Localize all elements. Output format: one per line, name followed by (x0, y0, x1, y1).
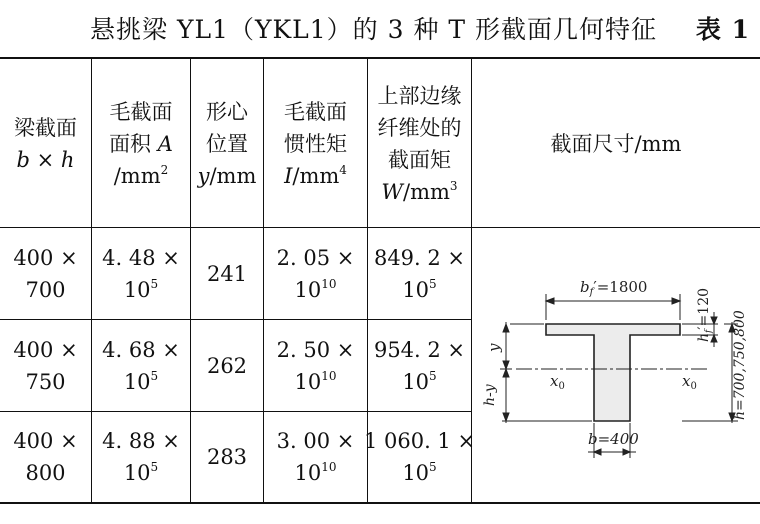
cell-text: 10 (294, 461, 322, 485)
header-symbol: W (381, 179, 404, 204)
row3-gross-area (92, 412, 190, 502)
cell-exponent: 5 (429, 368, 437, 383)
header-text: 位置 (206, 131, 248, 156)
cell-text: 700 (25, 277, 66, 302)
row2-gross-area (92, 320, 190, 411)
cell-text: 241 (206, 261, 248, 286)
header-text: 上部边缘 (377, 83, 462, 108)
cell-text: 1 060. 1 × (363, 429, 476, 453)
top-rule (0, 57, 760, 59)
row3-centroid (191, 412, 263, 502)
cell-text: 400 × (13, 429, 78, 453)
cell-text: 10 (402, 277, 430, 302)
row2-centroid (191, 320, 263, 411)
header-symbol: I (284, 163, 293, 188)
header-symbol: y (197, 163, 210, 188)
row1-moment-of-inertia (264, 228, 367, 319)
cell-text: 283 (206, 445, 248, 469)
h-label: h=700,750,800 (732, 310, 748, 420)
header-text: 毛截面 (109, 99, 173, 124)
cell-text: 849. 2 × (373, 245, 466, 270)
table-number: 表 1 (695, 15, 750, 44)
row3-beam-section (0, 412, 91, 502)
table-title-text: 悬挑梁 YL1（YKL1）的 3 种 T 形截面几何特征 (90, 15, 658, 44)
t-section-outline (546, 324, 680, 421)
row3-section-modulus (363, 412, 476, 502)
cell-exponent: 10 (321, 276, 337, 291)
cell-text: 10 (123, 369, 151, 394)
header-text: 惯性矩 (284, 131, 347, 156)
cell-text: 400 × (13, 337, 78, 362)
cell-text: 10 (294, 277, 322, 302)
y-label: y (485, 343, 503, 352)
header-section-dimensions (472, 60, 760, 227)
header-text: 截面尺寸/mm (550, 131, 682, 156)
header-text: 面积 (109, 131, 158, 156)
cell-text: 4. 48 × (102, 245, 180, 270)
cell-text: 10 (294, 369, 322, 394)
cell-text: 10 (402, 369, 430, 394)
b-label: b=400 (588, 430, 639, 448)
cell-exponent: 5 (429, 460, 437, 474)
row1-centroid (191, 228, 263, 319)
cell-exponent: 5 (429, 276, 437, 291)
header-text: 梁截面 (14, 115, 77, 140)
header-beam-section (0, 60, 91, 227)
cell-text: 10 (123, 277, 151, 302)
cell-text: 2. 05 × (276, 245, 355, 270)
x0-right-label: $x_0$ (682, 372, 697, 392)
t-section-diagram (472, 228, 760, 502)
header-gross-area (92, 60, 190, 227)
cell-exponent: 10 (321, 368, 337, 383)
cell-exponent: 5 (150, 368, 159, 383)
cell-exponent: 10 (321, 460, 337, 474)
cell-exponent: 5 (150, 460, 159, 474)
row1-beam-section (0, 228, 91, 319)
table-title (90, 10, 750, 44)
header-text: 毛截面 (284, 99, 347, 124)
header-unit-exponent: 2 (160, 162, 169, 177)
cell-text: 10 (123, 461, 151, 485)
cell-text: 400 × (13, 245, 78, 270)
header-text: 截面矩 (388, 147, 451, 172)
row1-gross-area (92, 228, 190, 319)
cell-text: 10 (402, 461, 430, 485)
header-unit: /mm (292, 163, 340, 188)
header-unit: /mm (209, 163, 257, 188)
row2-moment-of-inertia (264, 320, 367, 411)
cell-text: 2. 50 × (276, 337, 355, 362)
cell-text: 3. 00 × (276, 429, 355, 453)
x0-left-label: $x_0$ (550, 372, 565, 392)
header-unit: /mm (403, 179, 450, 204)
cell-exponent: 5 (150, 276, 159, 291)
header-section-modulus (368, 60, 471, 227)
cell-text: 4. 88 × (102, 429, 180, 453)
cell-text: 750 (25, 369, 66, 394)
header-centroid (191, 60, 263, 227)
bottom-rule (0, 502, 760, 504)
cell-text: 4. 68 × (102, 337, 180, 362)
cell-text: 800 (25, 461, 66, 485)
cell-text: 262 (206, 353, 248, 378)
hf-label: $h_f'=120$ (696, 287, 714, 342)
header-symbol: A (157, 131, 173, 156)
row2-section-modulus (368, 320, 471, 411)
header-text: b × h (16, 147, 75, 172)
cell-text: 954. 2 × (373, 337, 466, 362)
bf-label: $b_f'=1800$ (580, 278, 648, 298)
header-unit-exponent: 3 (449, 178, 458, 193)
header-unit-exponent: 4 (339, 162, 347, 177)
header-text: 形心 (206, 99, 248, 124)
header-text: 纤维处的 (377, 115, 462, 140)
row2-beam-section (0, 320, 91, 411)
row3-moment-of-inertia (264, 412, 367, 502)
header-unit: /mm (113, 163, 161, 188)
h-minus-y-label: h-y (482, 384, 498, 406)
header-moment-of-inertia (264, 60, 367, 227)
row1-section-modulus (368, 228, 471, 319)
